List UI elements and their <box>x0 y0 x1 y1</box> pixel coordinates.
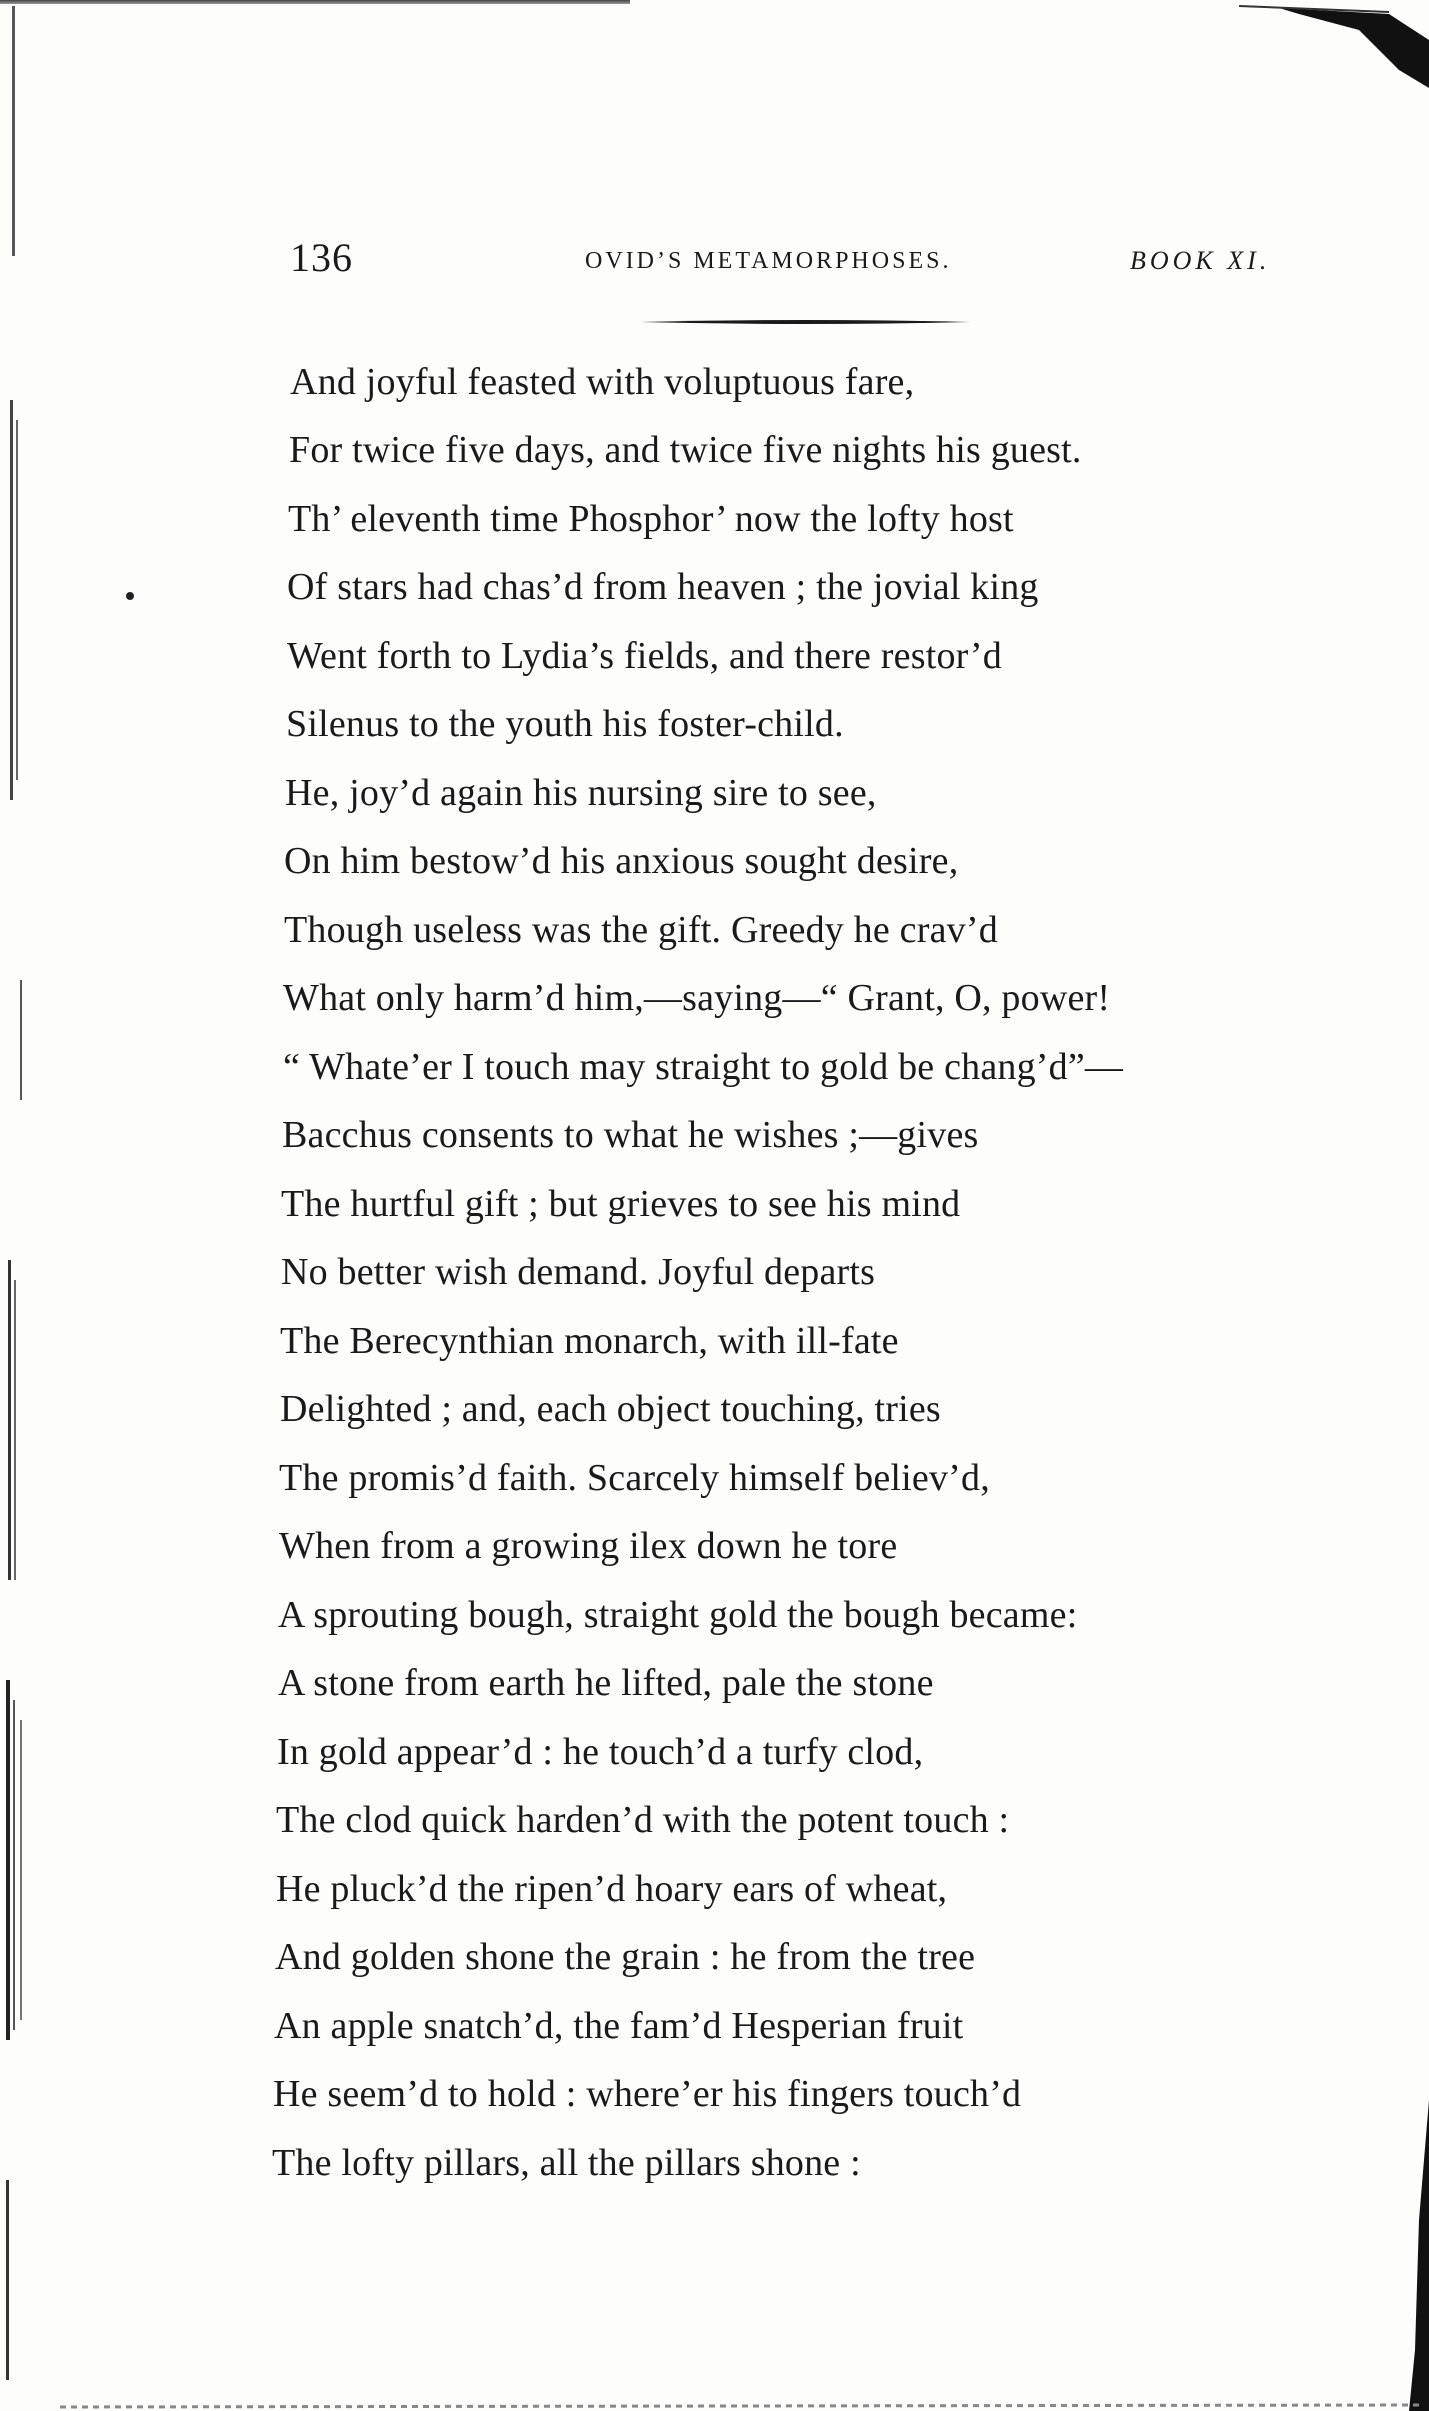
verse-line: And golden shone the grain : he from the tree <box>275 1936 976 1978</box>
book-label: BOOK XI. <box>1130 246 1271 275</box>
verse-line: Of stars had chas’d from heaven ; the jovial king <box>287 566 1039 608</box>
verse-line: He seem’d to hold : where’er his fingers touch’d <box>273 2073 1022 2115</box>
verse-line: An apple snatch’d, the fam’d Hesperian fruit <box>274 2005 964 2047</box>
verse-line: In gold appear’d : he touch’d a turfy clod, <box>277 1731 924 1773</box>
verse-line: A sprouting bough, straight gold the bough became: <box>278 1594 1078 1636</box>
verse-line: He, joy’d again his nursing sire to see, <box>285 772 877 814</box>
verse-line: For twice five days, and twice five nights his guest. <box>289 429 1082 471</box>
verse-line: No better wish demand. Joyful departs <box>281 1251 876 1293</box>
verse-line: Delighted ; and, each object touching, tries <box>280 1388 941 1430</box>
verse-line: And joyful feasted with voluptuous fare, <box>290 361 915 403</box>
verse-line: Th’ eleventh time Phosphor’ now the lofty host <box>288 498 1014 540</box>
verse-line: When from a growing ilex down he tore <box>279 1525 898 1567</box>
verse-line: The clod quick harden’d with the potent touch : <box>276 1799 1010 1841</box>
verse-line: A stone from earth he lifted, pale the stone <box>278 1662 934 1704</box>
verse-line: Bacchus consents to what he wishes ;—gives <box>282 1114 979 1156</box>
verse-line: Silenus to the youth his foster-child. <box>286 703 844 745</box>
verse-line: The hurtful gift ; but grieves to see his mind <box>281 1183 961 1225</box>
verse-line: On him bestow’d his anxious sought desire, <box>284 840 959 882</box>
verse-line: What only harm’d him,—saying—“ Grant, O, power! <box>283 977 1111 1019</box>
verse-line: He pluck’d the ripen’d hoary ears of wheat, <box>276 1868 948 1910</box>
verse-line: The promis’d faith. Scarcely himself believ’d, <box>279 1457 990 1499</box>
page-number: 136 <box>290 235 353 280</box>
verse-line: The lofty pillars, all the pillars shone : <box>272 2142 861 2184</box>
verse-line: Went forth to Lydia’s fields, and there restor’d <box>287 635 1002 677</box>
verse-line: The Berecynthian monarch, with ill-fate <box>280 1320 899 1362</box>
running-title: OVID’S METAMORPHOSES. <box>585 248 952 274</box>
verse-line: Though useless was the gift. Greedy he crav’d <box>284 909 998 951</box>
verse-line: “ Whate’er I touch may straight to gold be chang’d”— <box>283 1046 1124 1088</box>
